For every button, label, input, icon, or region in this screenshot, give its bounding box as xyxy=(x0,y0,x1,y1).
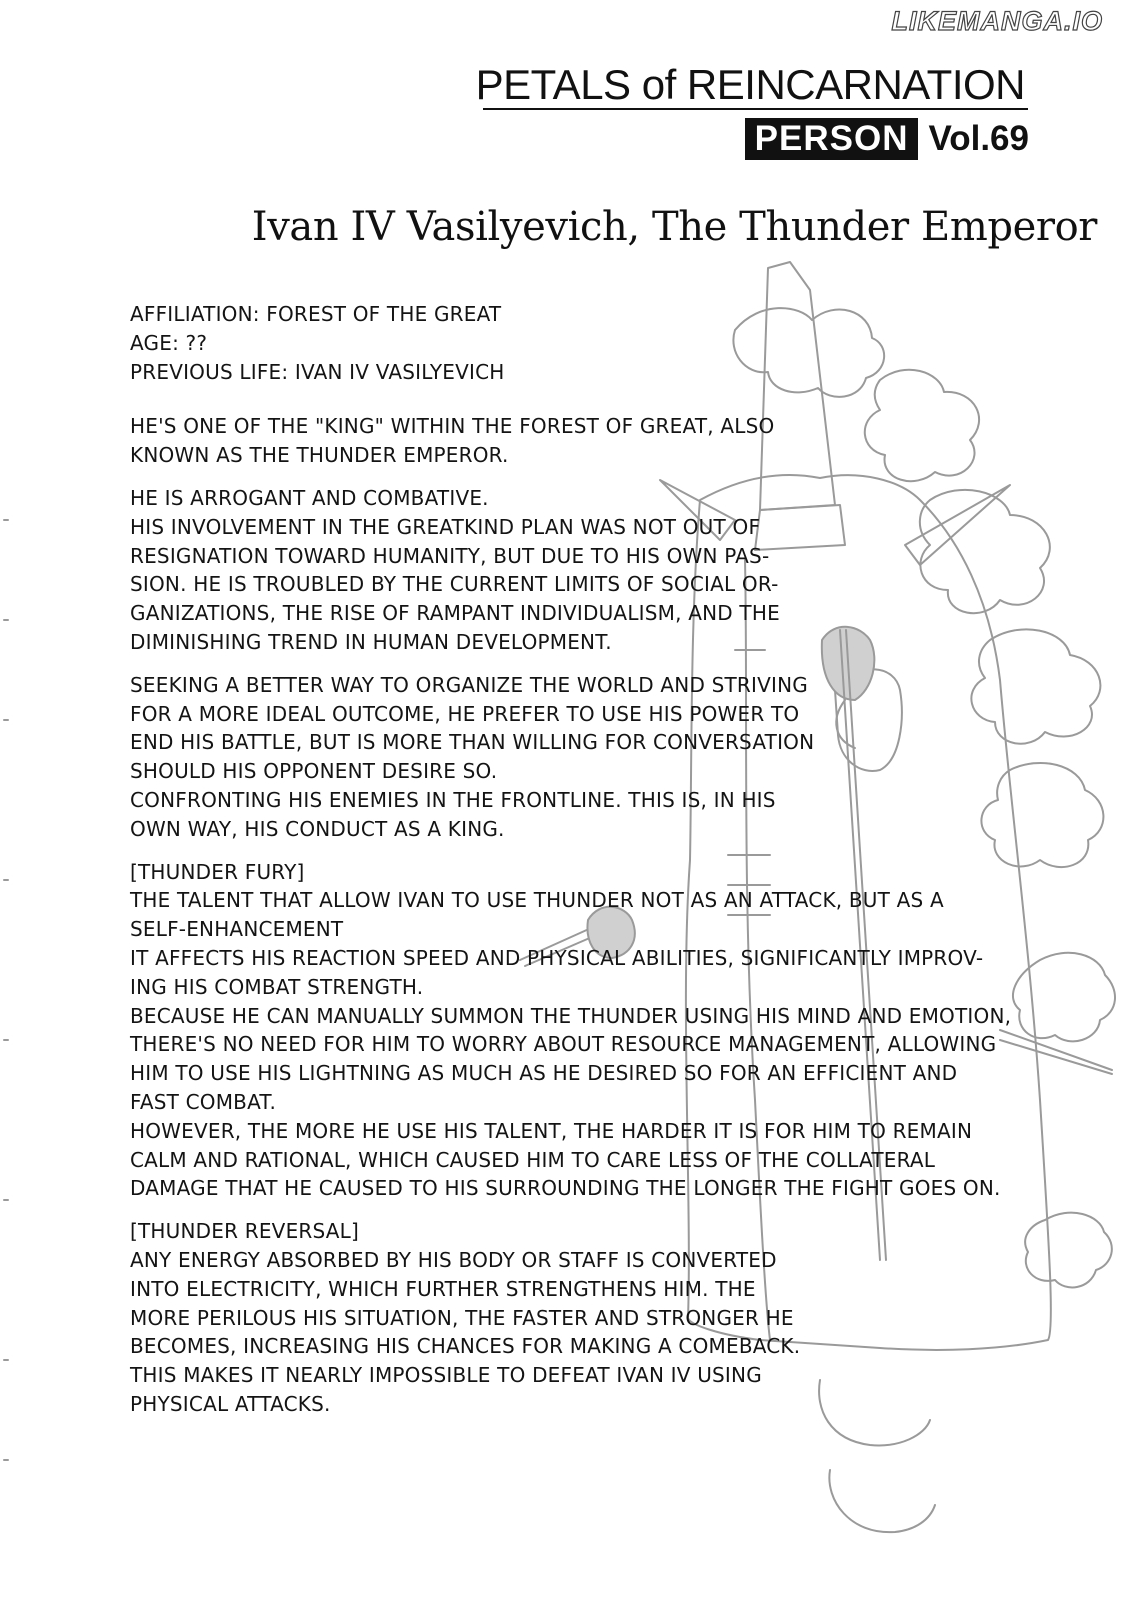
thunder-fury-line: DAMAGE THAT HE CAUSED TO HIS SURROUNDING THE LONGER THE FIGHT GOES ON. xyxy=(130,1176,1001,1201)
previous-life-line: PREVIOUS LIFE: IVAN IV VASILYEVICH xyxy=(130,359,505,384)
site-watermark: LIKEMANGA.IO xyxy=(891,6,1103,36)
intro-line: HE'S ONE OF THE "KING" WITHIN THE FOREST OF GREAT, ALSO xyxy=(130,414,775,439)
thunder-reversal-line: ANY ENERGY ABSORBED BY HIS BODY OR STAFF IS CONVERTED xyxy=(130,1247,777,1272)
philosophy-line: SEEKING A BETTER WAY TO ORGANIZE THE WORLD AND STRIVING xyxy=(130,672,808,697)
philosophy-line: FOR A MORE IDEAL OUTCOME, HE PREFER TO USE HIS POWER TO xyxy=(130,701,800,726)
figure-boot xyxy=(829,1470,935,1532)
thunder-fury-line: HIM TO USE HIS LIGHTNING AS MUCH AS HE DESIRED SO FOR AN EFFICIENT AND xyxy=(130,1061,958,1086)
personality-line: GANIZATIONS, THE RISE OF RAMPANT INDIVIDUALISM, AND THE xyxy=(130,601,780,626)
philosophy-line: OWN WAY, HIS CONDUCT AS A KING. xyxy=(130,816,505,841)
thunder-fury-line: THERE'S NO NEED FOR HIM TO WORRY ABOUT RESOURCE MANAGEMENT, ALLOWING xyxy=(130,1032,997,1057)
philosophy-line: CONFRONTING HIS ENEMIES IN THE FRONTLINE. THIS IS, IN HIS xyxy=(130,787,776,812)
volume-label: Vol.69 xyxy=(928,119,1029,158)
thunder-fury-heading: [THUNDER FURY] xyxy=(130,859,305,884)
series-title: PETALS of REINCARNATION xyxy=(475,61,1025,108)
thunder-fury-line: THE TALENT THAT ALLOW IVAN TO USE THUNDER NOT AS AN ATTACK, BUT AS A xyxy=(130,888,944,913)
philosophy-line: END HIS BATTLE, BUT IS MORE THAN WILLING FOR CONVERSATION xyxy=(130,730,815,755)
age-line: AGE: ?? xyxy=(130,330,208,355)
header-divider xyxy=(483,108,1028,110)
thunder-fury-line: SELF-ENHANCEMENT xyxy=(130,917,344,942)
thunder-fury-line: CALM AND RATIONAL, WHICH CAUSED HIM TO CARE LESS OF THE COLLATERAL xyxy=(130,1147,936,1172)
philosophy-line: SHOULD HIS OPPONENT DESIRE SO. xyxy=(130,759,498,784)
personality-line: DIMINISHING TREND IN HUMAN DEVELOPMENT. xyxy=(130,629,612,654)
person-badge: PERSON xyxy=(745,118,919,160)
thunder-reversal-heading: [THUNDER REVERSAL] xyxy=(130,1219,359,1244)
personality-line: HIS INVOLVEMENT IN THE GREATKIND PLAN WAS NOT OUT OF xyxy=(130,514,761,539)
affiliation-line: AFFILIATION: FOREST OF THE GREAT xyxy=(130,302,502,326)
thunder-reversal-line: PHYSICAL ATTACKS. xyxy=(130,1391,331,1416)
profile-text xyxy=(130,300,1030,1419)
thunder-fury-line: ING HIS COMBAT STRENGTH. xyxy=(130,974,424,999)
thunder-reversal-line: BECOMES, INCREASING HIS CHANCES FOR MAKING A COMEBACK. xyxy=(130,1334,801,1359)
thunder-reversal-line: INTO ELECTRICITY, WHICH FURTHER STRENGTHENS HIM. THE xyxy=(130,1276,756,1301)
thunder-fury-line: BECAUSE HE CAN MANUALLY SUMMON THE THUNDER USING HIS MIND AND EMOTION, xyxy=(130,1003,1012,1028)
thunder-reversal-line: MORE PERILOUS HIS SITUATION, THE FASTER AND STRONGER HE xyxy=(130,1305,794,1330)
thunder-fury-line: HOWEVER, THE MORE HE USE HIS TALENT, THE HARDER IT IS FOR HIM TO REMAIN xyxy=(130,1118,973,1143)
thunder-fury-line: IT AFFECTS HIS REACTION SPEED AND PHYSICAL ABILITIES, SIGNIFICANTLY IMPROV- xyxy=(130,945,984,970)
intro-line: KNOWN AS THE THUNDER EMPEROR. xyxy=(130,443,509,468)
thunder-fury-line: FAST COMBAT. xyxy=(130,1089,277,1114)
personality-line: HE IS ARROGANT AND COMBATIVE. xyxy=(130,485,489,510)
personality-line: SION. HE IS TROUBLED BY THE CURRENT LIMITS OF SOCIAL OR- xyxy=(130,572,779,597)
volume-badge-row xyxy=(745,118,1029,160)
thunder-reversal-line: THIS MAKES IT NEARLY IMPOSSIBLE TO DEFEAT IVAN IV USING xyxy=(130,1363,762,1388)
lightning-cloud xyxy=(1025,1213,1112,1288)
personality-line: RESIGNATION TOWARD HUMANITY, BUT DUE TO HIS OWN PAS- xyxy=(130,543,770,568)
character-name: Ivan IV Vasilyevich, The Thunder Emperor xyxy=(251,204,1097,250)
